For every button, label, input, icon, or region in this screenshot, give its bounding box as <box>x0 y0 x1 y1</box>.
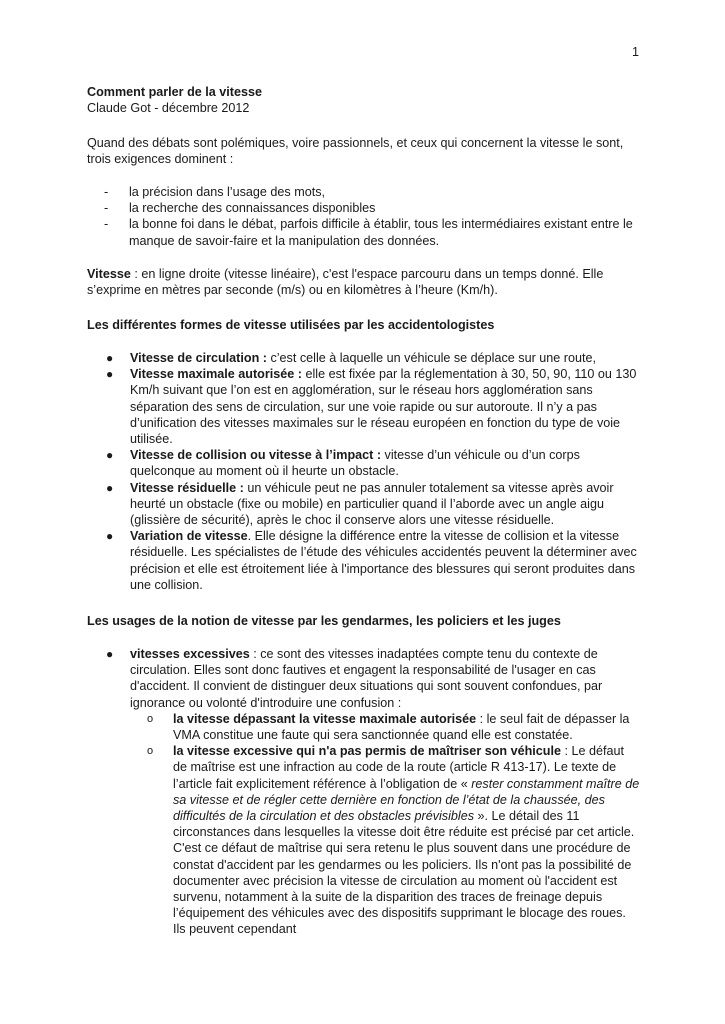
intro-paragraph: Quand des débats sont polémiques, voire passionnels, et ceux qui concernent la vitesse le sont, trois exigences dominent : <box>87 136 624 167</box>
circle-marker: o <box>147 745 154 758</box>
list-item: ● Variation de vitesse. Elle désigne la différence entre la vitesse de collision et la vitesse résiduelle. Les spécialistes de l’étude des véhicules accidentés peuvent la déterminer avec précision et elle est étroitement liée à l'importance des blessures qui seront produites dans une collision. <box>106 529 637 592</box>
exigences-list <box>104 184 639 249</box>
vitesse-definition: Vitesse : en ligne droite (vitesse linéaire), c'est l'espace parcouru dans un temps donné. Elle s’exprime en mètres par seconde (m/s) ou en kilomètres à l’heure (Km/h). <box>87 267 604 298</box>
list-item: ● vitesses excessives : ce sont des vitesses inadaptées compte tenu du contexte de circulation. Elles sont donc fautives et engagent la responsabilité de l'usager en cas d'accident. Il convient de distinguer deux situations qui sont souvent confondues, par ignorance ou volonté d'introduire une confusion : o la vitesse dépassant la vitesse maximale autorisée : le seul fait de dépasser la VMA constitue une faute qui sera sanctionnée quand elle est constatée. o la vitesse excessive qui n'a pas permis de maîtriser son véhicule : Le défaut de maîtrise est une infraction au code de la route (article R 413-17). Le texte de l’article fait explicitement référence à l’obligation de « rester constamment maître de sa vitesse et de régler cette dernière en fonction de l’état de la chaussée, des difficultés de la circulation et des obstacles prévisibles ». Le détail des 11 circonstances dans lesquelles la vitesse doit être réduite est précisé par cet article. C'est ce défaut de maîtrise qui sera retenu le plus souvent dans une procédure de constat d'accident par les gendarmes ou les policiers. Ils n'ont pas la possibilité de documenter avec précision la vitesse de circulation au moment où l'accident est survenu, notamment à la suite de la disparition des traces de freinage depuis l’équipement des véhicules avec des dispositifs supprimant le blocage des roues. Ils peuvent cependant <box>106 647 640 937</box>
vitesse-usages-list <box>104 646 640 938</box>
sub-list-item: o la vitesse excessive qui n'a pas permis de maîtriser son véhicule : Le défaut de maîtrise est une infraction au code de la route (article R 413-17). Le texte de l’article fait explicitement référence à l’obligation de « rester constamment maître de sa vitesse et de régler cette dernière en fonction de l’état de la chaussée, des difficultés de la circulation et des obstacles prévisibles ». Le détail des 11 circonstances dans lesquelles la vitesse doit être réduite est précisé par cet article. C'est ce défaut de maîtrise qui sera retenu le plus souvent dans une procédure de constat d'accident par les gendarmes ou les policiers. Ils n'ont pas la possibilité de documenter avec précision la vitesse de circulation au moment où l'accident est survenu, notamment à la suite de la disparition des traces de freinage depuis l’équipement des véhicules avec des dispositifs supprimant le blocage des roues. Ils peuvent cependant <box>147 744 640 937</box>
bullet-marker: ● <box>106 448 114 463</box>
document-title: Comment parler de la vitesse <box>87 85 262 99</box>
list-item: - la précision dans l’usage des mots, <box>104 185 326 199</box>
vitesse-forms-list <box>104 350 640 593</box>
circle-marker: o <box>147 712 154 725</box>
bullet-marker: ● <box>106 647 114 661</box>
definition-term: Vitesse <box>87 267 131 281</box>
document-byline: Claude Got - décembre 2012 <box>87 101 250 116</box>
sub-list <box>147 711 640 938</box>
bullet-marker: ● <box>106 480 114 495</box>
list-item: - la bonne foi dans le débat, parfois difficile à établir, tous les intermédiaires existant entre le manque de savoir-faire et la manipulation des données. <box>104 217 633 248</box>
list-item: ● Vitesse résiduelle : un véhicule peut ne pas annuler totalement sa vitesse après avoir heurté un obstacle (fixe ou mobile) en particulier quand il l’aborde avec un angle aigu (glissière de sécurité), après le choc il conserve alors une vitesse résiduelle. <box>106 480 614 528</box>
document-header <box>87 84 643 116</box>
dash-marker: - <box>104 185 109 199</box>
dash-marker: - <box>104 201 109 216</box>
sub-list-item: o la vitesse dépassant la vitesse maximale autorisée : le seul fait de dépasser la VMA constitue une faute qui sera sanctionnée quand elle est constatée. <box>147 711 630 743</box>
bullet-marker: ● <box>106 529 114 544</box>
list-item: ● Vitesse de circulation : c’est celle à laquelle un véhicule se déplace sur une route, <box>106 351 596 365</box>
list-item: - la recherche des connaissances disponibles <box>104 201 376 216</box>
list-item: ● Vitesse de collision ou vitesse à l’impact : vitesse d’un véhicule ou d’un corps quelconque au moment où il heurte un obstacle. <box>106 448 580 479</box>
bullet-marker: ● <box>106 351 114 365</box>
article-quote: rester constamment maître de sa vitesse et de régler cette dernière en fonction de l’état de la chaussée, des difficultés de la circulation et des obstacles prévisibles <box>173 776 640 824</box>
page-number: 1 <box>631 45 639 59</box>
section2-heading: Les usages de la notion de vitesse par les gendarmes, les policiers et les juges <box>87 614 561 628</box>
bullet-marker: ● <box>106 367 114 382</box>
section1-heading: Les différentes formes de vitesse utilisées par les accidentologistes <box>87 318 495 332</box>
dash-marker: - <box>104 217 109 232</box>
list-item: ● Vitesse maximale autorisée : elle est fixée par la réglementation à 30, 50, 90, 110 ou 130 Km/h suivant que l’on est en agglomération, sur le réseau hors agglomération sans séparation des sens de circulation, sur une voie rapide ou sur autoroute. Il n’y a pas d’unification des vitesses maximales sur le réseau européen en fonction du type de voie utilisée. <box>106 367 637 447</box>
